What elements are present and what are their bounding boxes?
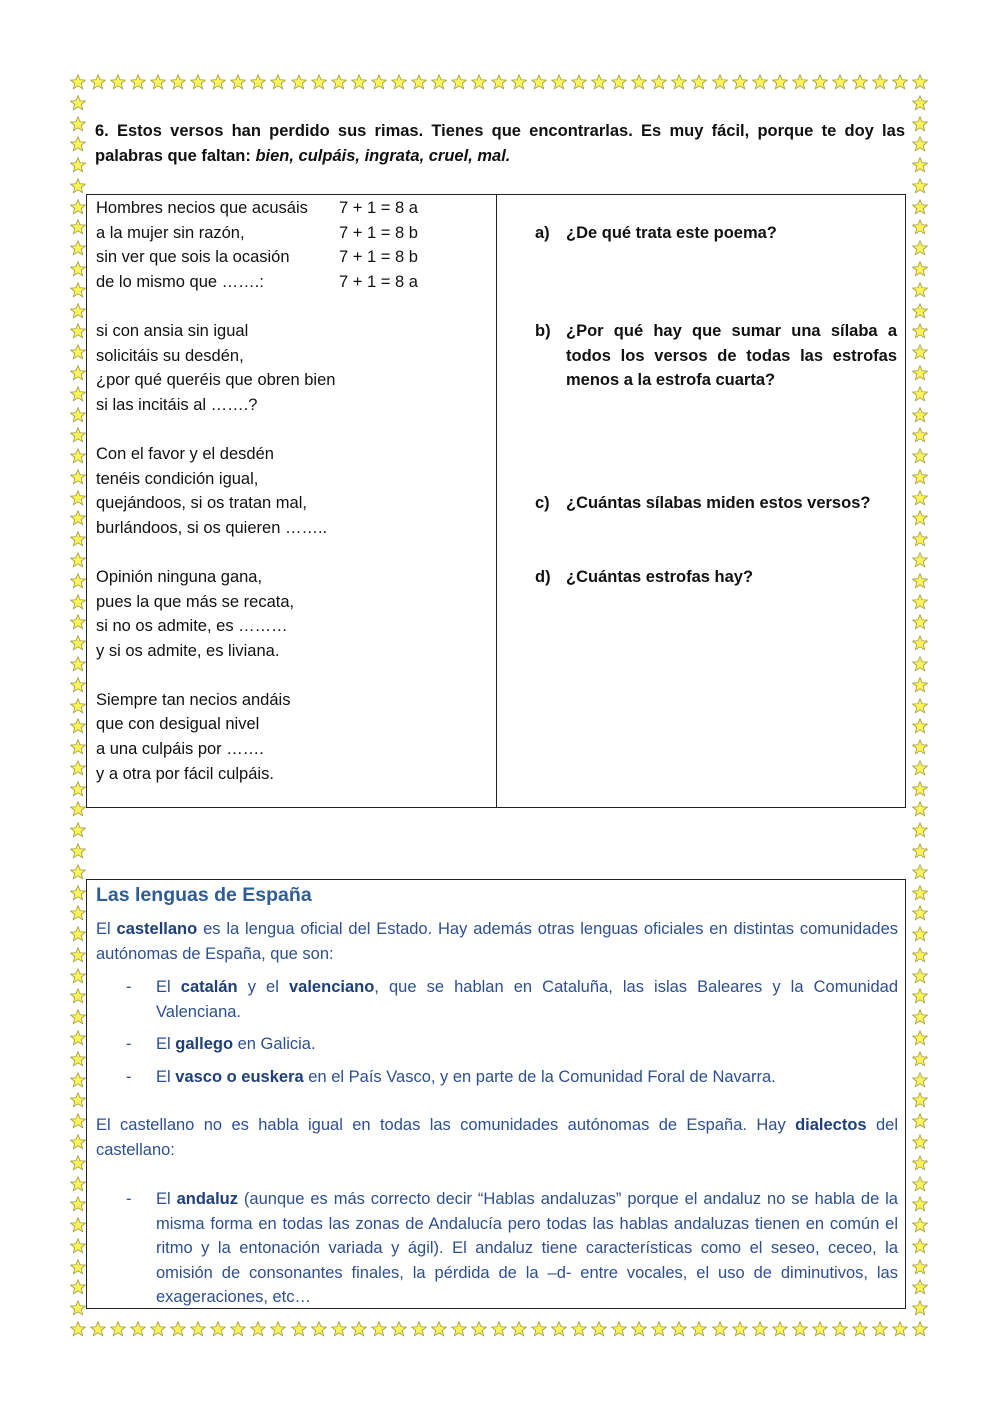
star-icon [70, 864, 86, 880]
star-icon [912, 801, 928, 817]
star-icon [70, 968, 86, 984]
star-icon [70, 1217, 86, 1233]
star-icon [70, 1321, 86, 1337]
star-icon [912, 635, 928, 651]
star-icon [912, 905, 928, 921]
poem-verse: Opinión ninguna gana, [96, 567, 263, 586]
star-icon [912, 407, 928, 423]
star-icon [792, 74, 808, 90]
poem-verse: tenéis condición igual, [96, 469, 259, 488]
star-icon [250, 1321, 266, 1337]
star-icon [70, 822, 86, 838]
star-icon [752, 74, 768, 90]
star-icon [912, 1300, 928, 1316]
poem-verse: Siempre tan necios andáis [96, 690, 291, 709]
star-icon [832, 1321, 848, 1337]
star-icon [912, 427, 928, 443]
star-icon [70, 656, 86, 672]
star-icon [291, 1321, 307, 1337]
star-icon [912, 510, 928, 526]
star-icon [912, 1259, 928, 1275]
dash-bullet: - [126, 978, 132, 996]
star-icon [912, 885, 928, 901]
star-icon [70, 718, 86, 734]
star-icon [70, 1072, 86, 1088]
star-icon [70, 635, 86, 651]
star-icon [912, 282, 928, 298]
star-icon [792, 1321, 808, 1337]
star-icon [912, 469, 928, 485]
star-icon [70, 510, 86, 526]
star-icon [70, 469, 86, 485]
poem-verse: y a otra por fácil culpáis. [96, 764, 274, 783]
star-icon [70, 427, 86, 443]
star-icon [912, 947, 928, 963]
poem-verse: a una culpáis por ……. [96, 740, 264, 759]
star-icon [912, 303, 928, 319]
star-icon [431, 74, 447, 90]
star-icon [170, 1321, 186, 1337]
star-icon [110, 74, 126, 90]
star-icon [912, 864, 928, 880]
star-icon [912, 490, 928, 506]
star-icon [371, 74, 387, 90]
star-icon [531, 1321, 547, 1337]
star-icon [90, 1321, 106, 1337]
star-icon [70, 760, 86, 776]
star-icon [912, 1009, 928, 1025]
star-icon [70, 386, 86, 402]
star-icon [912, 1072, 928, 1088]
star-icon [571, 1321, 587, 1337]
star-icon [571, 74, 587, 90]
star-icon [70, 1176, 86, 1192]
exercise-instructions: 6. Estos versos han perdido sus rimas. Tienes que encontrarlas. Es muy fácil, porque te doy las palabras que faltan: [95, 122, 905, 165]
star-icon [912, 448, 928, 464]
star-icon [70, 573, 86, 589]
star-icon [912, 1113, 928, 1129]
question-c: c) ¿Cuántas sílabas miden estos versos? [535, 494, 871, 512]
star-icon [671, 74, 687, 90]
star-icon [912, 552, 928, 568]
star-icon [70, 74, 86, 90]
dash-bullet: - [126, 1068, 132, 1086]
star-icon [852, 1321, 868, 1337]
star-icon [732, 74, 748, 90]
star-icon [391, 1321, 407, 1337]
star-icon [270, 1321, 286, 1337]
star-icon [190, 74, 206, 90]
star-icon [70, 594, 86, 610]
intro-paragraph: El castellano es la lengua oficial del Estado. Hay además otras lenguas oficiales en distintas comunidades autónomas de España, que son: [96, 920, 898, 963]
star-icon [70, 947, 86, 963]
star-icon [351, 74, 367, 90]
question-a: a) ¿De qué trata este poema? [535, 224, 777, 242]
star-icon [70, 407, 86, 423]
star-icon [70, 1134, 86, 1150]
star-icon [70, 1009, 86, 1025]
poem-verse: ¿por qué queréis que obren bien [96, 371, 336, 390]
star-icon [70, 988, 86, 1004]
star-icon [912, 116, 928, 132]
star-icon [912, 843, 928, 859]
star-icon [912, 386, 928, 402]
star-icon [130, 1321, 146, 1337]
star-icon [872, 1321, 888, 1337]
star-icon [912, 739, 928, 755]
star-icon [70, 365, 86, 381]
star-icon [70, 1238, 86, 1254]
star-icon [70, 677, 86, 693]
star-icon [70, 801, 86, 817]
star-icon [912, 219, 928, 235]
star-icon [712, 1321, 728, 1337]
star-icon [591, 74, 607, 90]
list-item: - El andaluz (aunque es más correcto decir “Hablas andaluzas” porque el andaluz no se habla de la misma forma en todas las zonas de Andalucía pero todas las hablas andaluzas tienen en común el ritmo y la entonación variada y ágil). El andaluz tiene características como el seseo, ceceo, la omisión de consonantes finales, la pérdida de la –d- entre vocales, el uso de diminutivos, las exageraciones, etc… [123, 1187, 898, 1309]
star-icon [611, 1321, 627, 1337]
section-title: Las lenguas de España [96, 884, 312, 906]
star-icon [471, 74, 487, 90]
poem-verse: a la mujer sin razón, 7 + 1 = 8 b [96, 221, 491, 246]
star-icon [912, 677, 928, 693]
star-icon [70, 1051, 86, 1067]
star-icon [70, 1030, 86, 1046]
star-icon [912, 365, 928, 381]
star-icon [912, 74, 928, 90]
star-icon [70, 490, 86, 506]
poem-verse: Con el favor y el desdén [96, 444, 274, 463]
star-icon [230, 74, 246, 90]
star-icon [912, 95, 928, 111]
star-icon [912, 344, 928, 360]
poem-verse: solicitáis su desdén, [96, 346, 244, 365]
star-icon [912, 261, 928, 277]
star-icon [912, 781, 928, 797]
star-icon [70, 303, 86, 319]
star-icon [351, 1321, 367, 1337]
poem-verse: sin ver que sois la ocasión 7 + 1 = 8 b [96, 245, 491, 270]
star-icon [291, 74, 307, 90]
star-icon [912, 968, 928, 984]
star-icon [912, 573, 928, 589]
star-icon [912, 656, 928, 672]
star-icon [70, 282, 86, 298]
star-icon [150, 74, 166, 90]
star-icon [912, 1196, 928, 1212]
star-icon [912, 240, 928, 256]
star-icon [70, 1196, 86, 1212]
star-icon [912, 1134, 928, 1150]
star-icon [712, 74, 728, 90]
star-icon [772, 74, 788, 90]
star-icon [70, 531, 86, 547]
star-icon [912, 760, 928, 776]
star-icon [651, 1321, 667, 1337]
star-icon [70, 323, 86, 339]
star-icon [912, 614, 928, 630]
star-icon [691, 1321, 707, 1337]
poem-verse: pues la que más se recata, [96, 592, 295, 611]
star-icon [912, 323, 928, 339]
star-icon [70, 219, 86, 235]
star-icon [511, 74, 527, 90]
star-icon [631, 74, 647, 90]
syllable-count: 7 + 1 = 8 a [339, 199, 418, 217]
star-icon [70, 614, 86, 630]
star-icon [230, 1321, 246, 1337]
star-icon [70, 136, 86, 152]
star-icon [70, 95, 86, 111]
star-icon [852, 74, 868, 90]
star-icon [371, 1321, 387, 1337]
star-icon [912, 698, 928, 714]
star-icon [70, 116, 86, 132]
star-icon [70, 698, 86, 714]
star-icon [591, 1321, 607, 1337]
star-icon [210, 74, 226, 90]
poem-verse: quejándoos, si os tratan mal, [96, 494, 307, 513]
languages-box [86, 879, 906, 1309]
star-icon [812, 74, 828, 90]
star-icon [210, 1321, 226, 1337]
star-icon [892, 74, 908, 90]
star-icon [70, 1300, 86, 1316]
list-item: - El gallego en Galicia. [123, 1032, 898, 1057]
poem-verse: que con desigual nivel [96, 715, 260, 734]
star-icon [70, 739, 86, 755]
star-icon [70, 926, 86, 942]
star-icon [912, 1051, 928, 1067]
poem-verse: de lo mismo que …….: 7 + 1 = 8 a [96, 270, 491, 295]
syllable-count: 7 + 1 = 8 b [339, 248, 418, 267]
star-icon [671, 1321, 687, 1337]
star-icon [631, 1321, 647, 1337]
poem-verse: si las incitáis al …….? [96, 395, 258, 414]
star-icon [912, 594, 928, 610]
star-icon [872, 74, 888, 90]
star-icon [331, 1321, 347, 1337]
star-icon [912, 1321, 928, 1337]
star-icon [70, 448, 86, 464]
poem-verse: si no os admite, es ……… [96, 617, 288, 636]
star-icon [491, 1321, 507, 1337]
star-icon [170, 74, 186, 90]
star-icon [892, 1321, 908, 1337]
star-icon [912, 178, 928, 194]
star-icon [70, 781, 86, 797]
star-icon [912, 199, 928, 215]
star-icon [411, 1321, 427, 1337]
poem-table [86, 194, 906, 808]
star-icon [912, 1155, 928, 1171]
star-icon [311, 74, 327, 90]
star-icon [491, 74, 507, 90]
star-icon [471, 1321, 487, 1337]
star-icon [691, 74, 707, 90]
star-icon [70, 261, 86, 277]
star-icon [311, 1321, 327, 1337]
star-icon [912, 1092, 928, 1108]
star-icon [150, 1321, 166, 1337]
star-icon [411, 74, 427, 90]
dash-bullet: - [126, 1035, 132, 1053]
star-icon [912, 1279, 928, 1295]
star-icon [912, 822, 928, 838]
syllable-count: 7 + 1 = 8 a [339, 272, 418, 291]
star-icon [70, 1092, 86, 1108]
star-icon [832, 74, 848, 90]
poem-verse: y si os admite, es liviana. [96, 641, 280, 660]
star-icon [70, 1279, 86, 1295]
star-icon [551, 1321, 567, 1337]
star-icon [70, 157, 86, 173]
star-icon [70, 199, 86, 215]
star-icon [912, 926, 928, 942]
star-icon [270, 74, 286, 90]
star-icon [531, 74, 547, 90]
star-icon [90, 74, 106, 90]
star-icon [431, 1321, 447, 1337]
star-icon [70, 1155, 86, 1171]
question-d: d) ¿Cuántas estrofas hay? [535, 568, 754, 586]
star-icon [70, 1259, 86, 1275]
star-icon [651, 74, 667, 90]
poem-verse: burlándoos, si os quieren …….. [96, 518, 328, 537]
dash-bullet: - [126, 1190, 132, 1208]
star-icon [912, 1238, 928, 1254]
star-icon [70, 1113, 86, 1129]
star-icon [912, 718, 928, 734]
table-divider [496, 195, 497, 807]
star-icon [912, 988, 928, 1004]
star-icon [752, 1321, 768, 1337]
star-icon [551, 74, 567, 90]
star-icon [110, 1321, 126, 1337]
star-icon [451, 1321, 467, 1337]
star-icon [190, 1321, 206, 1337]
poem-column [96, 196, 491, 786]
poem-verse: Hombres necios que acusáis 7 + 1 = 8 a [96, 196, 491, 221]
list-item: - El catalán y el valenciano, que se hablan en Cataluña, las islas Baleares y la Comunidad Valenciana. [123, 975, 898, 1024]
star-icon [70, 178, 86, 194]
star-icon [912, 531, 928, 547]
list-item: - El vasco o euskera en el País Vasco, y en parte de la Comunidad Foral de Navarra. [123, 1065, 898, 1090]
star-icon [912, 1176, 928, 1192]
star-icon [912, 136, 928, 152]
syllable-count: 7 + 1 = 8 b [339, 223, 418, 242]
star-icon [772, 1321, 788, 1337]
star-icon [451, 74, 467, 90]
star-icon [611, 74, 627, 90]
poem-verse: si con ansia sin igual [96, 321, 249, 340]
star-icon [331, 74, 347, 90]
star-icon [130, 74, 146, 90]
star-icon [70, 344, 86, 360]
star-icon [812, 1321, 828, 1337]
star-icon [391, 74, 407, 90]
question-b: b) ¿Por qué hay que sumar una sílaba a todos los versos de todas las estrofas menos a la estrofa cuarta? [535, 322, 897, 390]
star-icon [912, 157, 928, 173]
star-icon [70, 885, 86, 901]
star-icon [70, 905, 86, 921]
star-icon [70, 552, 86, 568]
star-icon [250, 74, 266, 90]
dialects-paragraph: El castellano no es habla igual en todas las comunidades autónomas de España. Hay dialectos del castellano: [96, 1116, 899, 1159]
star-icon [912, 1030, 928, 1046]
exercise-heading [95, 119, 905, 169]
star-icon [70, 843, 86, 859]
star-icon [70, 240, 86, 256]
star-icon [912, 1217, 928, 1233]
star-icon [732, 1321, 748, 1337]
star-icon [511, 1321, 527, 1337]
missing-words: bien, culpáis, ingrata, cruel, mal. [255, 147, 511, 165]
